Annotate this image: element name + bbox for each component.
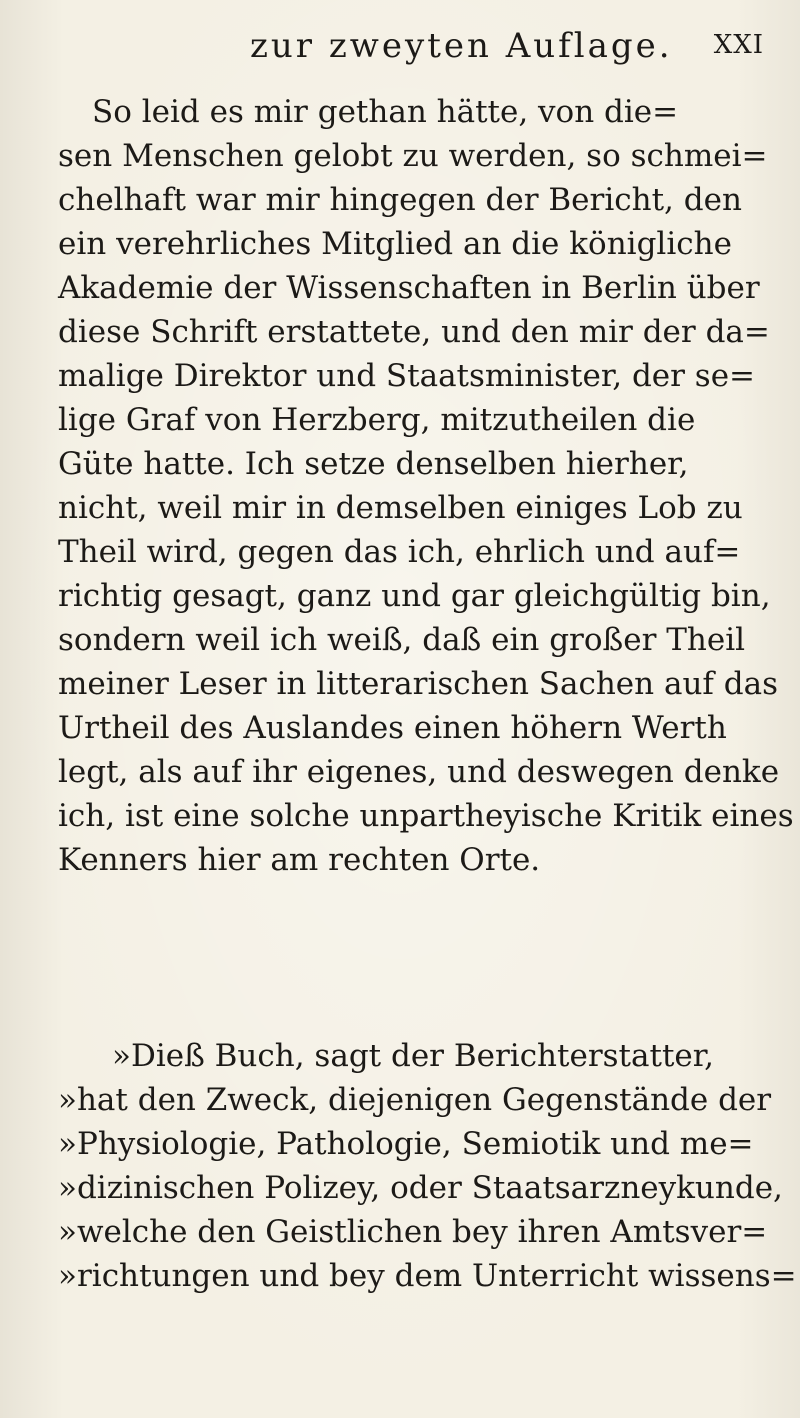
text-line: »richtungen und bey dem Unterricht wissens=	[58, 1258, 797, 1294]
paragraph-2-quote	[58, 1034, 797, 1298]
text-line: Akademie der Wissenschaften in Berlin über	[58, 270, 760, 306]
text-line: diese Schrift erstattete, und den mir der da=	[58, 314, 770, 350]
text-line: »Dieß Buch, sagt der Berichterstatter,	[112, 1038, 715, 1074]
text-line: Kenners hier am rechten Orte.	[58, 842, 541, 878]
text-line: »hat den Zweck, diejenigen Gegenstände der	[58, 1082, 772, 1118]
text-line: lige Graf von Herzberg, mitzutheilen die	[58, 402, 696, 438]
text-line: Urtheil des Auslandes einen höhern Werth	[58, 710, 727, 746]
text-line: ein verehrliches Mitglied an die königliche	[58, 226, 732, 262]
text-line: nicht, weil mir in demselben einiges Lob zu	[58, 490, 743, 526]
text-line: meiner Leser in litterarischen Sachen auf das	[58, 666, 778, 702]
text-line: »welche den Geistlichen bey ihren Amtsver=	[58, 1214, 768, 1250]
page-number: XXI	[713, 30, 764, 60]
text-line: »Physiologie, Pathologie, Semiotik und me=	[58, 1126, 754, 1162]
running-title: zur zweyten Auflage.	[250, 26, 673, 66]
text-line: richtig gesagt, ganz und gar gleichgültig bin,	[58, 578, 771, 614]
text-line: sondern weil ich weiß, daß ein großer Theil	[58, 622, 746, 658]
text-line: legt, als auf ihr eigenes, und deswegen denke	[58, 754, 780, 790]
text-line: sen Menschen gelobt zu werden, so schmei=	[58, 138, 768, 174]
text-line: So leid es mir gethan hätte, von die=	[92, 94, 679, 130]
text-line: Güte hatte. Ich setze denselben hierher,	[58, 446, 689, 482]
text-line: malige Direktor und Staatsminister, der se=	[58, 358, 756, 394]
text-line: »dizinischen Polizey, oder Staatsarzneykunde,	[58, 1170, 783, 1206]
text-line: Theil wird, gegen das ich, ehrlich und auf=	[58, 534, 741, 570]
running-head	[0, 22, 800, 68]
paragraph-1	[58, 90, 794, 882]
text-line: ich, ist eine solche unpartheyische Kritik eines	[58, 798, 794, 834]
text-line: chelhaft war mir hingegen der Bericht, den	[58, 182, 742, 218]
